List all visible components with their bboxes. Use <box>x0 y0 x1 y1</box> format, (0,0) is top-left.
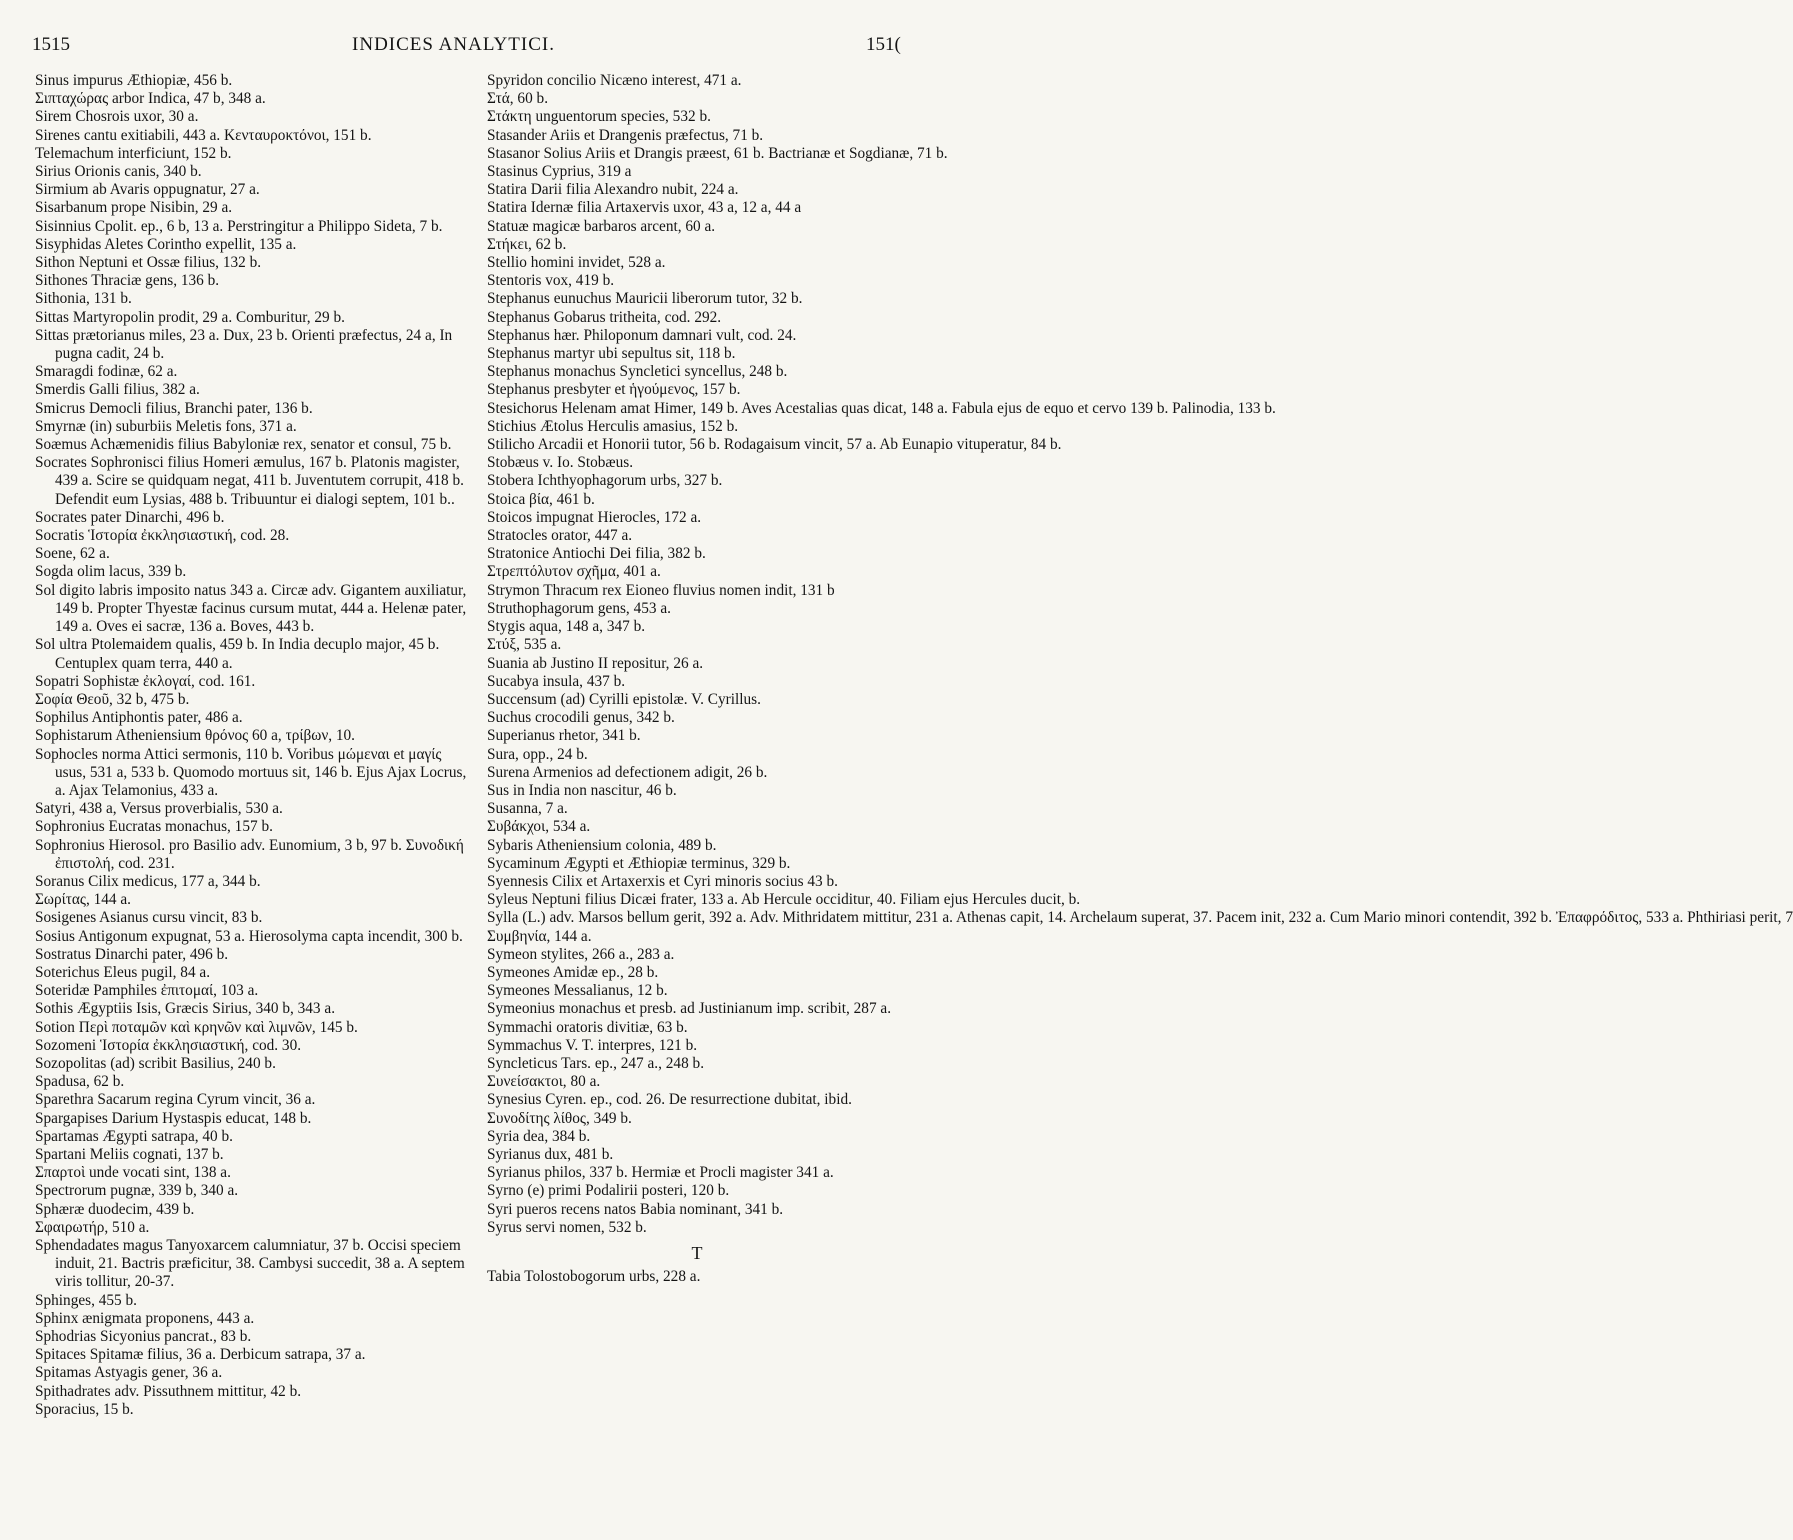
index-entry: Smyrnæ (in) suburbiis Meletis fons, 371 a. <box>35 417 297 435</box>
index-entry: Stephanus hær. Philoponum damnari vult, cod. 24. <box>487 326 797 344</box>
index-entry: Symmachus V. T. interpres, 121 b. <box>487 1036 698 1054</box>
index-entry: Sycaminum Ægypti et Æthiopiæ terminus, 329 b. <box>487 854 791 872</box>
index-entry: Spitamas Astyagis gener, 36 a. <box>35 1364 223 1382</box>
index-entry: Sura, opp., 24 b. <box>487 745 588 763</box>
index-entry: Sol ultra Ptolemaidem qualis, 459 b. In India decuplo major, 45 b. Centuplex quam terra, 440 a. <box>35 636 440 672</box>
index-entry: Sithonia, 131 b. <box>35 290 132 308</box>
index-entry: Soteridæ Pamphiles ἐπιτομαί, 103 a. <box>35 982 259 1000</box>
index-entry: Socrates Sophronisci filius Homeri æmulus, 167 b. Platonis magister, 439 a. Scire se quidquam negat, 411 b. Juventutem corrupit, 418 b. Defendit eum Lysias, 488 b. Tribuuntur ei dialogi septem, 101 b.. <box>35 454 464 508</box>
index-entry: Surena Armenios ad defectionem adigit, 26 b. <box>487 763 768 781</box>
index-entry: Succensum (ad) Cyrilli epistolæ. V. Cyrillus. <box>487 690 761 708</box>
index-entry: Σπαρτοὶ unde vocati sint, 138 a. <box>35 1164 231 1182</box>
index-entry: Stygis aqua, 148 a, 347 b. <box>487 618 646 636</box>
index-entry: Συμβηνία, 144 a. <box>487 927 592 945</box>
index-entry: Sophronius Hierosol. pro Basilio adv. Eunomium, 3 b, 97 b. Συνοδική ἐπιστολή, cod. 231. <box>35 836 464 872</box>
index-entry: Stobera Ichthyophagorum urbs, 327 b. <box>487 472 723 490</box>
index-entry: Spectrorum pugnæ, 339 b, 340 a. <box>35 1182 239 1200</box>
index-entry: Syrus servi nomen, 532 b. <box>487 1218 647 1236</box>
index-entry: Socrates pater Dinarchi, 496 b. <box>35 508 225 526</box>
index-entry: Sirius Orionis canis, 340 b. <box>35 163 202 181</box>
index-entry: Sucabya insula, 437 b. <box>487 672 626 690</box>
index-entry: Socratis Ἱστορία ἐκκλησιαστική, cod. 28. <box>35 527 290 545</box>
index-entry: Σιπταχώρας arbor Indica, 47 b, 348 a. <box>35 90 266 108</box>
index-entry: Σοφία Θεοῦ, 32 b, 475 b. <box>35 690 190 708</box>
index-entry: Sirmium ab Avaris oppugnatur, 27 a. <box>35 181 260 199</box>
index-entry: Stephanus martyr ubi sepultus sit, 118 b. <box>487 345 736 363</box>
index-entry: Symeones Messalianus, 12 b. <box>487 982 668 1000</box>
index-entry: Stoica βία, 461 b. <box>487 490 595 508</box>
index-entry: Συβάκχοι, 534 a. <box>487 818 591 836</box>
index-entry: Στήκει, 62 b. <box>487 235 567 253</box>
index-entry: Sus in India non nascitur, 46 b. <box>487 781 677 799</box>
index-entry: Synesius Cyren. ep., cod. 26. De resurrectione dubitat, ibid. <box>487 1091 852 1109</box>
index-entry: Statira Darii filia Alexandro nubit, 224 a. <box>487 181 739 199</box>
index-entry: Σφαιρωτήρ, 510 a. <box>35 1218 150 1236</box>
index-entry: Struthophagorum gens, 453 a. <box>487 599 671 617</box>
index-entry: Spadusa, 62 b. <box>35 1073 125 1091</box>
index-entry: Sirenes cantu exitiabili, 443 a. Κενταυροκτόνοι, 151 b. <box>35 126 372 144</box>
index-entry: Sosius Antigonum expugnat, 53 a. Hierosolyma capta incendit, 300 b. <box>35 927 463 945</box>
index-entry: Sostratus Dinarchi pater, 496 b. <box>35 945 229 963</box>
running-header <box>0 34 907 60</box>
index-entry: Stentoris vox, 419 b. <box>487 272 615 290</box>
index-entry: Sopatri Sophistæ ἐκλογαί, cod. 161. <box>35 672 256 690</box>
index-entry: Stilicho Arcadii et Honorii tutor, 56 b. Rodagaisum vincit, 57 a. Ab Eunapio vituperatur, 84 b. <box>487 436 1062 454</box>
index-entry: Soene, 62 a. <box>35 545 110 563</box>
index-entry: Stellio homini invidet, 528 a. <box>487 254 666 272</box>
index-entry: Statira Idernæ filia Artaxervis uxor, 43 a, 12 a, 44 a <box>487 199 802 217</box>
index-entry: Stasander Ariis et Drangenis præfectus, 71 b. <box>487 126 764 144</box>
index-entry: Spartani Meliis cognati, 137 b. <box>35 1145 224 1163</box>
index-entry: Sirem Chosrois uxor, 30 a. <box>35 108 199 126</box>
index-entry: Stratocles orator, 447 a. <box>487 527 633 545</box>
index-entry: Sittas Martyropolin prodit, 29 a. Comburitur, 29 b. <box>35 308 345 326</box>
index-entry: Syrianus philos, 337 b. Hermiæ et Procli magister 341 a. <box>487 1164 834 1182</box>
index-entry: Sophilus Antiphontis pater, 486 a. <box>35 709 243 727</box>
index-entry: Strymon Thracum rex Eioneo fluvius nomen indit, 131 b <box>487 581 835 599</box>
index-entry: Stasinus Cyprius, 319 a <box>487 163 632 181</box>
index-entry: Stratonice Antiochi Dei filia, 382 b. <box>487 545 706 563</box>
index-entry: Sithon Neptuni et Ossæ filius, 132 b. <box>35 254 262 272</box>
index-entry: Sophocles norma Attici sermonis, 110 b. Voribus μώμεναι et μαγίς usus, 531 a, 533 b. Quomodo mortuus sit, 146 b. Ejus Ajax Locrus, a. Ajax Telamonius, 433 a. <box>35 745 467 799</box>
index-entry: Στάκτη unguentorum species, 532 b. <box>487 108 711 126</box>
index-entry: Stephanus eunuchus Mauricii liberorum tutor, 32 b. <box>487 290 803 308</box>
index-entry: Spargapises Darium Hystaspis educat, 148 b. <box>35 1109 312 1127</box>
index-entry: Tabia Tolostobogorum urbs, 228 a. <box>487 1268 701 1286</box>
index-entry: Smerdis Galli filius, 382 a. <box>35 381 200 399</box>
index-entry: Suania ab Justino II repositur, 26 a. <box>487 654 704 672</box>
index-entry: Sisinnius Cpolit. ep., 6 b, 13 a. Perstringitur a Philippo Sideta, 7 b. <box>35 217 443 235</box>
index-entry: Συνείσακτοι, 80 a. <box>487 1073 601 1091</box>
index-entry: Sphodrias Sicyonius pancrat., 83 b. <box>35 1328 252 1346</box>
index-entry: Σωρίτας, 144 a. <box>35 891 131 909</box>
index-entry: Sporacius, 15 b. <box>35 1400 134 1418</box>
index-entry: Spartamas Ægypti satrapa, 40 b. <box>35 1127 233 1145</box>
index-entry: Syleus Neptuni filius Dicæi frater, 133 a. Ab Hercule occiditur, 40. Filiam ejus Hercules ducit, b. <box>487 891 1081 909</box>
index-entry: Stephanus presbyter et ἡγούμενος, 157 b. <box>487 381 741 399</box>
index-entry: Sosigenes Asianus cursu vincit, 83 b. <box>35 909 263 927</box>
index-entry: Spitaces Spitamæ filius, 36 a. Derbicum satrapa, 37 a. <box>35 1346 366 1364</box>
index-entry: Statuæ magicæ barbaros arcent, 60 a. <box>487 217 716 235</box>
index-entry: Smaragdi fodinæ, 62 a. <box>35 363 178 381</box>
index-entry: Sogda olim lacus, 339 b. <box>35 563 187 581</box>
index-entry: Telemachum interficiunt, 152 b. <box>35 144 232 162</box>
index-entry: Stobæus v. Io. Stobæus. <box>487 454 634 472</box>
index-entry: Sybaris Atheniensium colonia, 489 b. <box>487 836 717 854</box>
index-entry: Sphendadates magus Tanyoxarcem calumniatur, 37 b. Occisi speciem induit, 21. Bactris præficitur, 38. Cambysi succedit, 38 a. A septem viris tollitur, 20-37. <box>35 1237 465 1291</box>
index-entry: Syrianus dux, 481 b. <box>487 1145 614 1163</box>
index-entry: Syennesis Cilix et Artaxerxis et Cyri minoris socius 43 b. <box>487 872 838 890</box>
index-entry: Sisyphidas Aletes Corintho expellit, 135 a. <box>35 235 297 253</box>
index-entry: Soterichus Eleus pugil, 84 a. <box>35 963 211 981</box>
index-entry: Syrno (e) primi Podalirii posteri, 120 b. <box>487 1182 730 1200</box>
index-entry: Στά, 60 b. <box>487 90 549 108</box>
index-entry: Sylla (L.) adv. Marsos bellum gerit, 392 a. Adv. Mithridatem mittitur, 231 a. Athenas capit, 14. Archelaum superat, 37. Pacem init, 232 a. Cum Mario minori contendit, 392 b. Ἐπαφρόδιτος, 533 a. Phthiriasi perit, 7 <box>487 909 1793 927</box>
index-entry: Syri pueros recens natos Babia nominant, 341 b. <box>487 1200 784 1218</box>
index-entry: Stephanus Gobarus tritheita, cod. 292. <box>487 308 722 326</box>
index-entry: Sinus impurus Æthiopiæ, 456 b. <box>35 72 233 89</box>
index-entry: Stesichorus Helenam amat Himer, 149 b. Aves Acestalias quas dicat, 148 a. Fabula ejus de equo et cervo 139 b. Palinodia, 133 b. <box>487 399 1276 417</box>
index-entry: Sothis Ægyptiis Isis, Græcis Sirius, 340 b, 343 a. <box>35 1000 336 1018</box>
index-entry: Sophistarum Atheniensium θρόνος 60 a, τρίβων, 10. <box>35 727 356 745</box>
running-title: INDICES ANALYTICI. <box>352 34 555 55</box>
index-entry: Sithones Thraciæ gens, 136 b. <box>35 272 220 290</box>
index-entry: Sozomeni Ἱστορία ἐκκλησιαστική, cod. 30. <box>35 1036 302 1054</box>
index-entry: Soranus Cilix medicus, 177 a, 344 b. <box>35 872 261 890</box>
index-entry: Suchus crocodili genus, 342 b. <box>487 709 675 727</box>
index-entry: Symeones Amidæ ep., 28 b. <box>487 963 659 981</box>
right-index-column <box>487 72 1793 1540</box>
index-entry: Spithadrates adv. Pissuthnem mittitur, 42 b. <box>35 1382 302 1400</box>
index-entry: Syncleticus Tars. ep., 247 a., 248 b. <box>487 1054 705 1072</box>
index-entry: Stasanor Solius Ariis et Drangis præest, 61 b. Bactrianæ et Sogdianæ, 71 b. <box>487 144 948 162</box>
index-entry: Συνοδίτης λίθος, 349 b. <box>487 1109 632 1127</box>
index-entry: Sparethra Sacarum regina Cyrum vincit, 36 a. <box>35 1091 316 1109</box>
index-entry: Stichius Ætolus Herculis amasius, 152 b. <box>487 417 739 435</box>
section-letter: T <box>691 1243 703 1263</box>
index-entry: Symeonius monachus et presb. ad Justinianum imp. scribit, 287 a. <box>487 1000 892 1018</box>
index-entry: Superianus rhetor, 341 b. <box>487 727 641 745</box>
index-entry: Soæmus Achæmenidis filius Babyloniæ rex, senator et consul, 75 b. <box>35 436 452 454</box>
index-entry: Sphinges, 455 b. <box>35 1291 137 1309</box>
index-entry: Stephanus monachus Syncletici syncellus, 248 b. <box>487 363 788 381</box>
index-entry: Satyri, 438 a, Versus proverbialis, 530 a. <box>35 800 283 818</box>
index-entry: Susanna, 7 a. <box>487 800 568 818</box>
index-entry: Symeon stylites, 266 a., 283 a. <box>487 945 675 963</box>
index-entry: Symmachi oratoris divitiæ, 63 b. <box>487 1018 688 1036</box>
index-entry: Sol digito labris imposito natus 343 a. Circæ adv. Gigantem auxiliatur, 149 b. Propter Thyestæ facinus cursum mutat, 444 a. Helenæ pater, 149 a. Oves ei sacræ, 136 a. Boves, 443 b. <box>35 581 467 636</box>
index-entry: Spyridon concilio Nicæno interest, 471 a. <box>487 72 742 89</box>
index-entry: Sotion Περὶ ποταμῶν καὶ κρηνῶν καὶ λιμνῶν, 145 b. <box>35 1018 358 1036</box>
left-index-column <box>35 72 475 1540</box>
index-entry: Στρεπτόλυτον σχῆμα, 401 a. <box>487 563 661 581</box>
index-entry: Syria dea, 384 b. <box>487 1127 591 1145</box>
index-entry: Smicrus Democli filius, Branchi pater, 136 b. <box>35 399 313 417</box>
index-entry: Στύξ, 535 a. <box>487 636 562 654</box>
index-entry: Stoicos impugnat Hierocles, 172 a. <box>487 508 702 526</box>
index-entry: Sophronius Eucratas monachus, 157 b. <box>35 818 273 836</box>
page-number-left: 1515 <box>32 34 70 55</box>
index-entry: Sphinx ænigmata proponens, 443 a. <box>35 1309 255 1327</box>
page-number-right: 151( <box>866 34 901 55</box>
index-entry: Sozopolitas (ad) scribit Basilius, 240 b. <box>35 1054 276 1072</box>
index-entry: Sisarbanum prope Nisibin, 29 a. <box>35 199 233 217</box>
index-entry: Sittas prætorianus miles, 23 a. Dux, 23 b. Orienti præfectus, 24 a, In pugna cadit, 24 b. <box>35 326 453 363</box>
index-entry: Sphæræ duodecim, 439 b. <box>35 1200 195 1218</box>
